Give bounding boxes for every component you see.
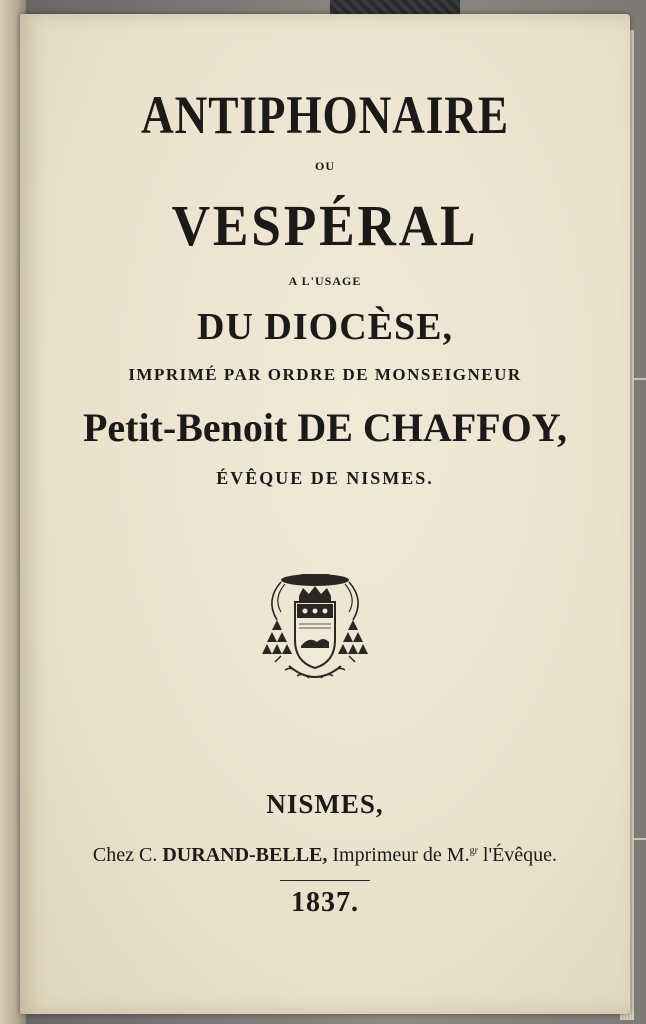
bishop-name	[20, 404, 630, 451]
book-subtitle: VESPÉRAL	[171, 193, 479, 258]
book-title: ANTIPHONAIRE	[141, 85, 509, 145]
printer-role: Imprimeur de M.	[332, 844, 470, 866]
printer-name: DURAND-BELLE,	[162, 844, 328, 866]
title-conjunction: OU	[315, 159, 335, 173]
title-page	[20, 14, 630, 1014]
printer-prefix: Chez C.	[92, 844, 158, 866]
usage-line: A L'USAGE	[288, 274, 362, 288]
bishop-title: ÉVÊQUE DE NISMES.	[216, 468, 434, 488]
bishop-last-name: DE CHAFFOY,	[297, 405, 568, 450]
coat-of-arms-emblem	[255, 570, 375, 692]
printer-line	[20, 844, 630, 867]
ordered-by-line: IMPRIMÉ PAR ORDRE DE MONSEIGNEUR	[128, 365, 522, 384]
diocese-line: DU DIOCÈSE,	[197, 306, 453, 348]
printer-role-end: l'Évêque.	[482, 844, 558, 866]
printer-role-superscript: gr	[469, 845, 478, 857]
publication-city: NISMES,	[266, 789, 384, 819]
divider-rule	[280, 880, 370, 881]
bishop-first-name: Petit-Benoit	[82, 405, 288, 450]
publication-year: 1837.	[291, 887, 359, 918]
